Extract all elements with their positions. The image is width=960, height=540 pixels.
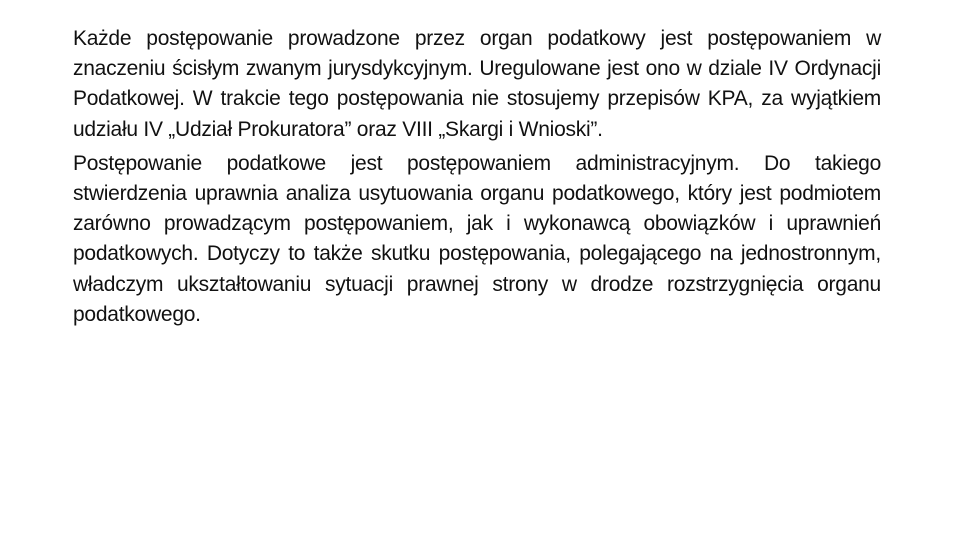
paragraph-administrative-nature: Postępowanie podatkowe jest postępowaniem administracyjnym. Do takiego stwierdzenia uprawnia analiza usytuowania organu podatkowego, który jest podmiotem zarówno prowadzącym postępowaniem, jak i wykonawcą obowiązków i uprawnień podatkowych. Dotyczy to także skutku postępowania, polegającego na jednostronnym, władczym ukształtowaniu sytuacji prawnej strony w drodze rozstrzygnięcia organu podatkowego. [73,151,881,326]
slide-body-text [73,24,881,334]
paragraph-proceedings-definition: Każde postępowanie prowadzone przez organ podatkowy jest postępowaniem w znaczeniu ścisłym zwanym jurysdykcyjnym. Uregulowane jest ono w dziale IV Ordynacji Podatkowej. W trakcie tego postępowania nie stosujemy przepisów KPA, za wyjątkiem udziału IV „Udział Prokuratora” oraz VIII „Skargi i Wnioski”. [73,27,881,141]
